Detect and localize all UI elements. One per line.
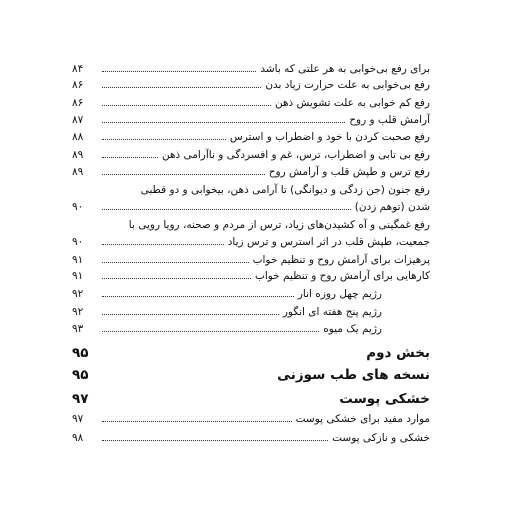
- toc-entry: [72, 181, 430, 197]
- toc-entry: [72, 320, 430, 336]
- toc-dot-leader: [102, 209, 351, 210]
- toc-page-number: ۸۶: [72, 79, 84, 91]
- toc-entry-title: شدن (توهم زدن): [354, 201, 430, 213]
- toc-page-number: ۸۹: [72, 166, 84, 178]
- toc-dot-leader: [102, 421, 292, 422]
- toc-dot-leader: [102, 71, 256, 72]
- toc-dot-leader: [102, 331, 319, 332]
- toc-entry-title: رفع ترس و طپش قلب و آرامش روح: [268, 166, 430, 178]
- toc-dot-leader: [102, 278, 251, 279]
- toc-entry-title: جمعیت، طپش قلب در اثر استرس و ترس زیاد: [227, 236, 430, 248]
- toc-entry: [72, 303, 430, 319]
- toc-entry: [72, 233, 430, 249]
- toc-entry-title: پرهیزات برای آرامش روح و تنظیم خواب: [252, 254, 430, 266]
- toc-page-number: ۸۸: [72, 131, 84, 143]
- toc-entry: [72, 285, 430, 301]
- toc-entry: [72, 163, 430, 179]
- toc-page-number: ۹۱: [72, 254, 84, 266]
- toc-entry-title: رفع جنون (جن زدگی و دیوانگی) تا آرامی ذهن، بیخوابی و دو قطبی: [140, 184, 430, 196]
- toc-entry-title: رژیم چهل روزه انار: [297, 288, 382, 300]
- toc-page-number: ۸۹: [72, 149, 84, 161]
- toc-entry: [72, 267, 430, 283]
- toc-page-number: ۸۶: [72, 97, 84, 109]
- toc-page-number: ۸۷: [72, 114, 84, 126]
- toc-entry-title: برای رفع بی‌خوابی به هر علتی که باشد: [260, 63, 430, 75]
- toc-entry-title: رفع صحبت کردن با خود و اضطراب و استرس: [229, 131, 430, 143]
- toc-heading-title: نسخه های طب سوزنی: [277, 367, 430, 383]
- toc-entry: [72, 94, 430, 110]
- toc-dot-leader: [102, 174, 265, 175]
- toc-entry-title: آرامش قلب و روح: [349, 114, 430, 126]
- toc-page-number: ۹۷: [72, 413, 84, 425]
- toc-dot-leader: [102, 314, 279, 315]
- toc-entry-title: رفع غمگینی و آه کشیدن‌های زیاد، ترس از مردم و صحنه، رویا رویی با: [128, 219, 430, 231]
- toc-page-number: ۹۰: [72, 201, 84, 213]
- toc-entry: [72, 251, 430, 267]
- toc-entry-title: خشکی و نازکی پوست: [332, 432, 430, 444]
- toc-entry-title: کارهایی برای آرامش روح و تنظیم خواب: [254, 270, 430, 282]
- toc-heading-title: خشکی پوست: [339, 391, 430, 407]
- toc-entry-title: رژیم یک میوه: [323, 323, 382, 335]
- toc-page-number: ۹۲: [72, 306, 84, 318]
- toc-entry-title: رفع کم خوابی به علت تشویش ذهن: [274, 97, 430, 109]
- toc-section-heading: [72, 364, 430, 386]
- toc-dot-leader: [102, 157, 158, 158]
- toc-dot-leader: [102, 87, 261, 88]
- toc-section-heading: [72, 388, 430, 410]
- toc-page-number: ۸۴: [72, 63, 84, 75]
- toc-section-heading: [72, 342, 430, 364]
- toc-entry: [72, 216, 430, 232]
- toc-entry: [72, 429, 430, 445]
- toc-entry-title: رفع بی‌خوابی به علت حرارت زیاد بدن: [265, 79, 430, 91]
- toc-heading-page-number: ۹۷: [72, 391, 89, 407]
- toc-entry-title: رفع بی تابی و اضطراب، ترس، غم و افسردگی و ناآرامی ذهن: [161, 149, 430, 161]
- toc-entry: [72, 111, 430, 127]
- toc-heading-title: بخش دوم: [366, 345, 430, 361]
- toc-entry: [72, 128, 430, 144]
- toc-page-number: ۹۳: [72, 323, 84, 335]
- toc-dot-leader: [102, 139, 226, 140]
- toc-dot-leader: [102, 122, 345, 123]
- toc-page-number: ۹۰: [72, 236, 84, 248]
- toc-page-number: ۹۱: [72, 270, 84, 282]
- toc-entry: [72, 146, 430, 162]
- toc-entry: [72, 76, 430, 92]
- toc-page-number: ۹۸: [72, 432, 84, 444]
- toc-entry-title: رژیم پنج هفته ای انگور: [282, 306, 382, 318]
- toc-entry: [72, 60, 430, 76]
- toc-dot-leader: [102, 296, 294, 297]
- toc-heading-page-number: ۹۵: [72, 367, 89, 383]
- toc-page-number: ۹۲: [72, 288, 84, 300]
- toc-dot-leader: [102, 262, 249, 263]
- toc-entry: [72, 198, 430, 214]
- toc-entry-title: موارد مفید برای خشکی پوست: [295, 413, 430, 425]
- toc-heading-page-number: ۹۵: [72, 345, 89, 361]
- toc-entry: [72, 410, 430, 426]
- toc-dot-leader: [102, 440, 328, 441]
- toc-dot-leader: [102, 105, 271, 106]
- toc-dot-leader: [102, 244, 224, 245]
